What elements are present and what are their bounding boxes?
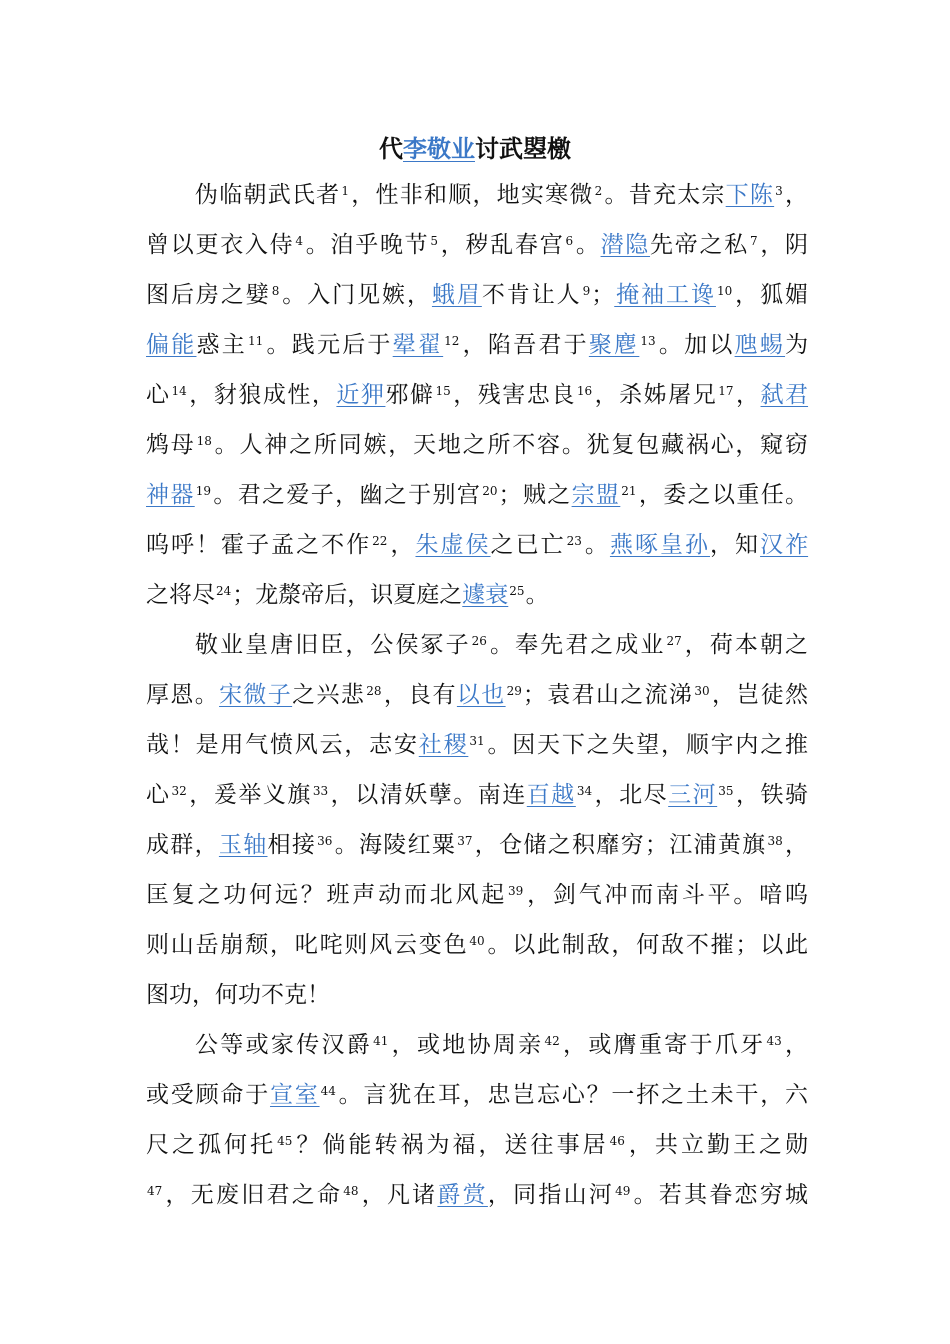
footnote-marker: 31 xyxy=(469,734,485,748)
footnote-marker: 46 xyxy=(609,1134,625,1148)
text-run: ，凡诸 xyxy=(359,1182,438,1208)
footnote-marker: 6 xyxy=(565,234,574,248)
text-line xyxy=(146,1175,808,1215)
text-line xyxy=(146,525,808,565)
text-line xyxy=(146,1075,808,1115)
text-run: 心 xyxy=(146,382,171,408)
title-link-li-jingye[interactable]: 李敬业 xyxy=(403,134,475,163)
footnote-marker: 29 xyxy=(506,684,522,698)
text-run: ，同指山河 xyxy=(487,1182,615,1208)
text-line xyxy=(146,375,808,415)
text-line xyxy=(146,925,808,965)
text-run: ，狐媚 xyxy=(733,282,809,308)
text-run: 成群， xyxy=(146,832,219,858)
text-run: 惑主 xyxy=(196,332,247,358)
footnote-marker: 1 xyxy=(341,184,350,198)
text-run: 为 xyxy=(785,332,809,358)
footnote-marker: 45 xyxy=(277,1134,293,1148)
footnote-marker: 41 xyxy=(373,1034,389,1048)
text-run: 。入门见嫉， xyxy=(280,282,432,308)
footnote-marker: 11 xyxy=(247,334,264,348)
text-run: 。践元后于 xyxy=(264,332,393,358)
footnote-marker: 26 xyxy=(471,634,487,648)
footnote-marker: 2 xyxy=(594,184,603,198)
text-run: ，或膺重寄于爪牙 xyxy=(560,1032,766,1058)
document-title xyxy=(0,131,950,167)
text-run: 图功，何功不克！ xyxy=(146,982,330,1008)
footnote-marker: 10 xyxy=(716,284,733,298)
text-run: 伪临朝武氏者 xyxy=(195,182,341,208)
text-run: ， xyxy=(783,832,809,858)
footnote-marker: 20 xyxy=(482,484,498,498)
footnote-marker: 35 xyxy=(718,784,734,798)
footnote-marker: 3 xyxy=(775,184,783,198)
term-link[interactable]: 神器 xyxy=(146,482,195,508)
text-run: ，知 xyxy=(710,532,761,558)
term-link[interactable]: 宋微子 xyxy=(219,682,293,708)
text-line xyxy=(146,975,808,1015)
text-line xyxy=(146,775,808,815)
text-run: 哉！是用气愤风云，志安 xyxy=(146,732,419,758)
term-link[interactable]: 近狎 xyxy=(336,382,386,408)
text-run: 。 xyxy=(582,532,610,558)
term-link[interactable]: 三河 xyxy=(668,782,718,808)
term-link[interactable]: 弑君 xyxy=(760,382,809,408)
footnote-marker: 8 xyxy=(271,284,280,298)
title-prefix: 代 xyxy=(379,134,403,163)
text-run: 。人神之所同嫉，天地之所不容。犹复包藏祸心，窥窃 xyxy=(212,432,808,458)
text-run: 则山岳崩颓，叱咤则风云变色 xyxy=(146,932,469,958)
text-run: ，铁骑 xyxy=(734,782,809,808)
text-run: 之兴悲 xyxy=(292,682,366,708)
text-run: ，北尽 xyxy=(593,782,669,808)
text-run: ，残害忠良 xyxy=(451,382,576,408)
footnote-marker: 37 xyxy=(457,834,473,848)
footnote-marker: 28 xyxy=(366,684,382,698)
text-run: 匡复之功何远？班声动而北风起 xyxy=(146,882,508,908)
footnote-marker: 17 xyxy=(718,384,734,398)
footnote-marker: 14 xyxy=(171,384,187,398)
text-run: 。海陵红粟 xyxy=(333,832,457,858)
text-line xyxy=(146,425,808,465)
text-run: 或受顾命于 xyxy=(146,1082,270,1108)
text-line xyxy=(146,325,808,365)
text-line xyxy=(146,675,808,715)
text-run: 先帝之私 xyxy=(650,232,749,258)
text-run: ，无废旧君之命 xyxy=(163,1182,343,1208)
text-run: ，荷本朝之 xyxy=(682,632,809,658)
footnote-marker: 21 xyxy=(621,484,637,498)
text-run: 尺之孤何托 xyxy=(146,1132,277,1158)
text-run: 呜呼！霍子孟之不作 xyxy=(146,532,372,558)
footnote-marker: 48 xyxy=(343,1184,359,1198)
text-run: 图后房之嬖 xyxy=(146,282,271,308)
text-run: ， xyxy=(782,1032,809,1058)
text-run: 曾以更衣入侍 xyxy=(146,232,295,258)
text-run: ；龙漦帝后，识夏庭之 xyxy=(232,582,463,608)
text-run: ，杀姊屠兄 xyxy=(593,382,718,408)
term-link[interactable]: 宗盟 xyxy=(571,482,621,508)
term-link[interactable]: 偏能 xyxy=(146,332,197,358)
footnote-marker: 15 xyxy=(435,384,451,398)
text-run: 之将尽 xyxy=(146,582,215,608)
text-line xyxy=(146,825,808,865)
text-run: 。以此制敌，何敌不摧；以此 xyxy=(485,932,808,958)
text-run: ，仓储之积靡穷；江浦黄旗 xyxy=(473,832,767,858)
footnote-marker: 4 xyxy=(295,234,304,248)
text-run: ，阴 xyxy=(758,232,809,258)
footnote-marker: 13 xyxy=(640,334,656,348)
term-link[interactable]: 玉轴 xyxy=(218,832,268,858)
term-link[interactable]: 社稷 xyxy=(418,732,469,758)
term-link[interactable]: 以也 xyxy=(456,682,506,708)
text-line xyxy=(146,225,808,265)
text-run: 之已亡 xyxy=(490,532,566,558)
text-run: 鸩母 xyxy=(146,432,196,458)
text-line xyxy=(195,625,808,665)
footnote-marker: 5 xyxy=(430,234,439,248)
footnote-marker: 9 xyxy=(582,284,591,298)
text-run: ，以清妖孽。南连 xyxy=(329,782,527,808)
text-run: 。 xyxy=(525,582,549,608)
text-run: ，委之以重任。 xyxy=(637,482,809,508)
footnote-marker: 27 xyxy=(666,634,682,648)
text-run: 。加以 xyxy=(656,332,735,358)
text-run: 厚恩。 xyxy=(146,682,220,708)
footnote-marker: 30 xyxy=(694,684,710,698)
footnote-marker: 43 xyxy=(766,1034,782,1048)
term-link[interactable]: 翚翟 xyxy=(392,332,444,358)
text-run: ， xyxy=(783,182,809,208)
footnote-marker: 16 xyxy=(576,384,593,398)
text-run: 敬业皇唐旧臣，公侯冢子 xyxy=(195,632,471,658)
text-line xyxy=(146,475,808,515)
text-run: ，豺狼成性， xyxy=(187,382,337,408)
text-run: ，岂徒然 xyxy=(710,682,809,708)
text-run: ，共立勤王之勋 xyxy=(625,1132,809,1158)
text-line xyxy=(195,1025,808,1065)
text-run: 。洎乎晚节 xyxy=(304,232,430,258)
text-run: 。言犹在耳，忠岂忘心？一抔之土未干，六 xyxy=(336,1082,808,1108)
term-link[interactable]: 百越 xyxy=(526,782,576,808)
text-line xyxy=(146,875,808,915)
text-run: 。若其眷恋穷城 xyxy=(631,1182,809,1208)
footnote-marker: 7 xyxy=(749,234,758,248)
footnote-marker: 25 xyxy=(509,584,525,598)
term-link[interactable]: 朱虚侯 xyxy=(415,532,491,558)
text-run: ，剑气冲而南斗平。喑呜 xyxy=(524,882,809,908)
footnote-marker: 38 xyxy=(767,834,783,848)
text-run: 。因天下之失望，顺宇内之推 xyxy=(485,732,808,758)
term-link[interactable]: 汉祚 xyxy=(760,532,809,558)
footnote-marker: 36 xyxy=(317,834,333,848)
footnote-marker: 34 xyxy=(576,784,593,798)
text-line xyxy=(146,575,808,615)
text-run: ，秽乱春宫 xyxy=(439,232,565,258)
footnote-marker: 33 xyxy=(312,784,329,798)
text-run: 邪僻 xyxy=(385,382,435,408)
term-link[interactable]: 爵赏 xyxy=(437,1182,488,1208)
text-run: 。 xyxy=(574,232,601,258)
text-run: ； xyxy=(591,282,615,308)
footnote-marker: 24 xyxy=(216,584,232,598)
footnote-marker: 49 xyxy=(615,1184,631,1198)
text-run: ，或地协周亲 xyxy=(389,1032,544,1058)
title-suffix: 讨武曌檄 xyxy=(475,134,571,163)
term-link[interactable]: 下陈 xyxy=(725,182,775,208)
text-line xyxy=(146,275,808,315)
text-line xyxy=(195,175,808,215)
footnote-marker: 40 xyxy=(469,934,485,948)
term-link[interactable]: 宣室 xyxy=(269,1082,320,1108)
text-run: ， xyxy=(734,382,761,408)
text-run: ；袁君山之流涕 xyxy=(522,682,694,708)
text-run: 。君之爱子，幽之于别宫 xyxy=(212,482,482,508)
text-run: ？倘能转祸为福，送往事居 xyxy=(293,1132,609,1158)
term-link[interactable]: 蛾眉 xyxy=(431,282,482,308)
term-link[interactable]: 虺蜴 xyxy=(734,332,786,358)
footnote-marker: 19 xyxy=(195,484,211,498)
text-run: 公等或家传汉爵 xyxy=(195,1032,373,1058)
text-line xyxy=(146,725,808,765)
text-run: ，爰举义旗 xyxy=(187,782,312,808)
term-link[interactable]: 潜隐 xyxy=(600,232,651,258)
term-link[interactable]: 燕啄皇孙 xyxy=(609,532,711,558)
text-run: 。奉先君之成业 xyxy=(487,632,666,658)
text-run: ，性非和顺，地实寒微 xyxy=(350,182,594,208)
text-run: ，陷吾君于 xyxy=(460,332,589,358)
text-run: 心 xyxy=(146,782,171,808)
footnote-marker: 39 xyxy=(508,884,524,898)
text-run: 。昔充太宗 xyxy=(603,182,726,208)
footnote-marker: 18 xyxy=(196,434,212,448)
footnote-marker: 23 xyxy=(566,534,582,548)
text-line xyxy=(146,1125,808,1165)
text-run: 相接 xyxy=(267,832,317,858)
term-link[interactable]: 遽衰 xyxy=(462,582,509,608)
text-run: 不肯让人 xyxy=(481,282,582,308)
footnote-marker: 44 xyxy=(320,1084,336,1098)
footnote-marker: 47 xyxy=(147,1184,163,1198)
footnote-marker: 32 xyxy=(171,784,187,798)
text-run: ， xyxy=(388,532,416,558)
term-link[interactable]: 掩袖工谗 xyxy=(614,282,716,308)
footnote-marker: 12 xyxy=(444,334,460,348)
text-run: ；贼之 xyxy=(498,482,572,508)
term-link[interactable]: 聚麀 xyxy=(588,332,640,358)
footnote-marker: 42 xyxy=(544,1034,560,1048)
text-run: ，良有 xyxy=(382,682,457,708)
footnote-marker: 22 xyxy=(372,534,388,548)
